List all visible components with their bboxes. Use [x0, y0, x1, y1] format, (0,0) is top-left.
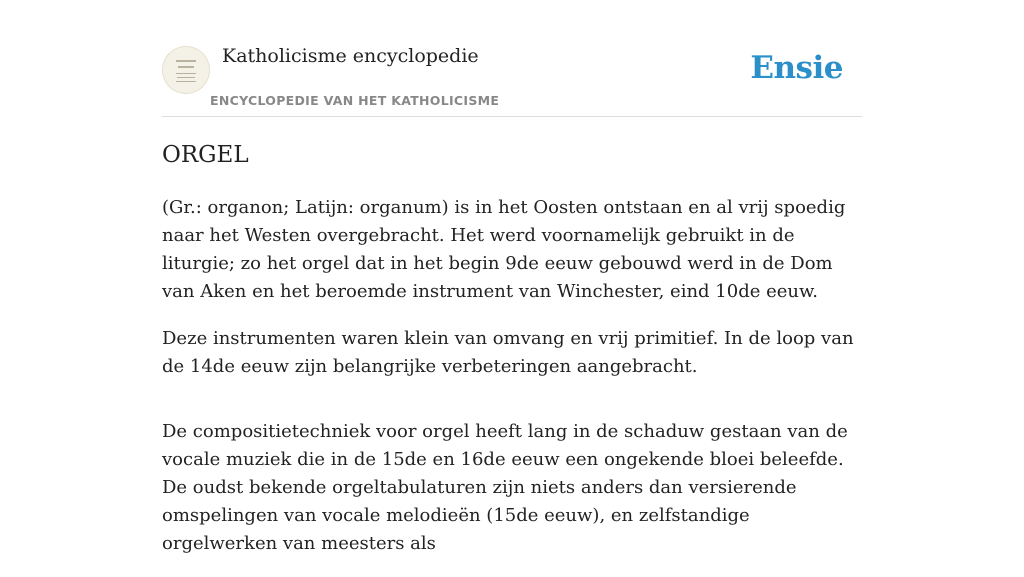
ensie-logo[interactable]: Ensie [750, 50, 843, 86]
book-cover-icon[interactable] [162, 46, 210, 94]
article-paragraph: (Gr.: organon; Latijn: organum) is in het Oosten ontstaan en al vrij spoedig naar het Westen overgebracht. Het werd voornamelijk gebruikt in de liturgie; zo het orgel dat in het begin 9de eeuw gebouwd werd in de Dom van Aken en het beroemde instrument van Winchester, eind 10de eeuw. [162, 197, 846, 302]
book-subtitle: ENCYCLOPEDIE VAN HET KATHOLICISME [210, 93, 500, 108]
article-paragraph: De compositietechniek voor orgel heeft lang in de schaduw gestaan van de vocale muziek die in de 15de en 16de eeuw een ongekende bloei beleefde. De oudst bekende orgeltabulaturen zijn niets anders dan versierende omspelingen van vocale melodieën (15de eeuw), en zelfstandige orgelwerken van meesters als [162, 421, 848, 554]
article-title: ORGEL [162, 142, 249, 168]
book-title-link[interactable]: Katholicisme encyclopedie [222, 45, 479, 67]
header [162, 0, 862, 117]
article [162, 138, 862, 577]
article-paragraph: Deze instrumenten waren klein van omvang en vrij primitief. In de loop van de 14de eeuw zijn belangrijke verbeteringen aangebracht. [162, 328, 854, 377]
